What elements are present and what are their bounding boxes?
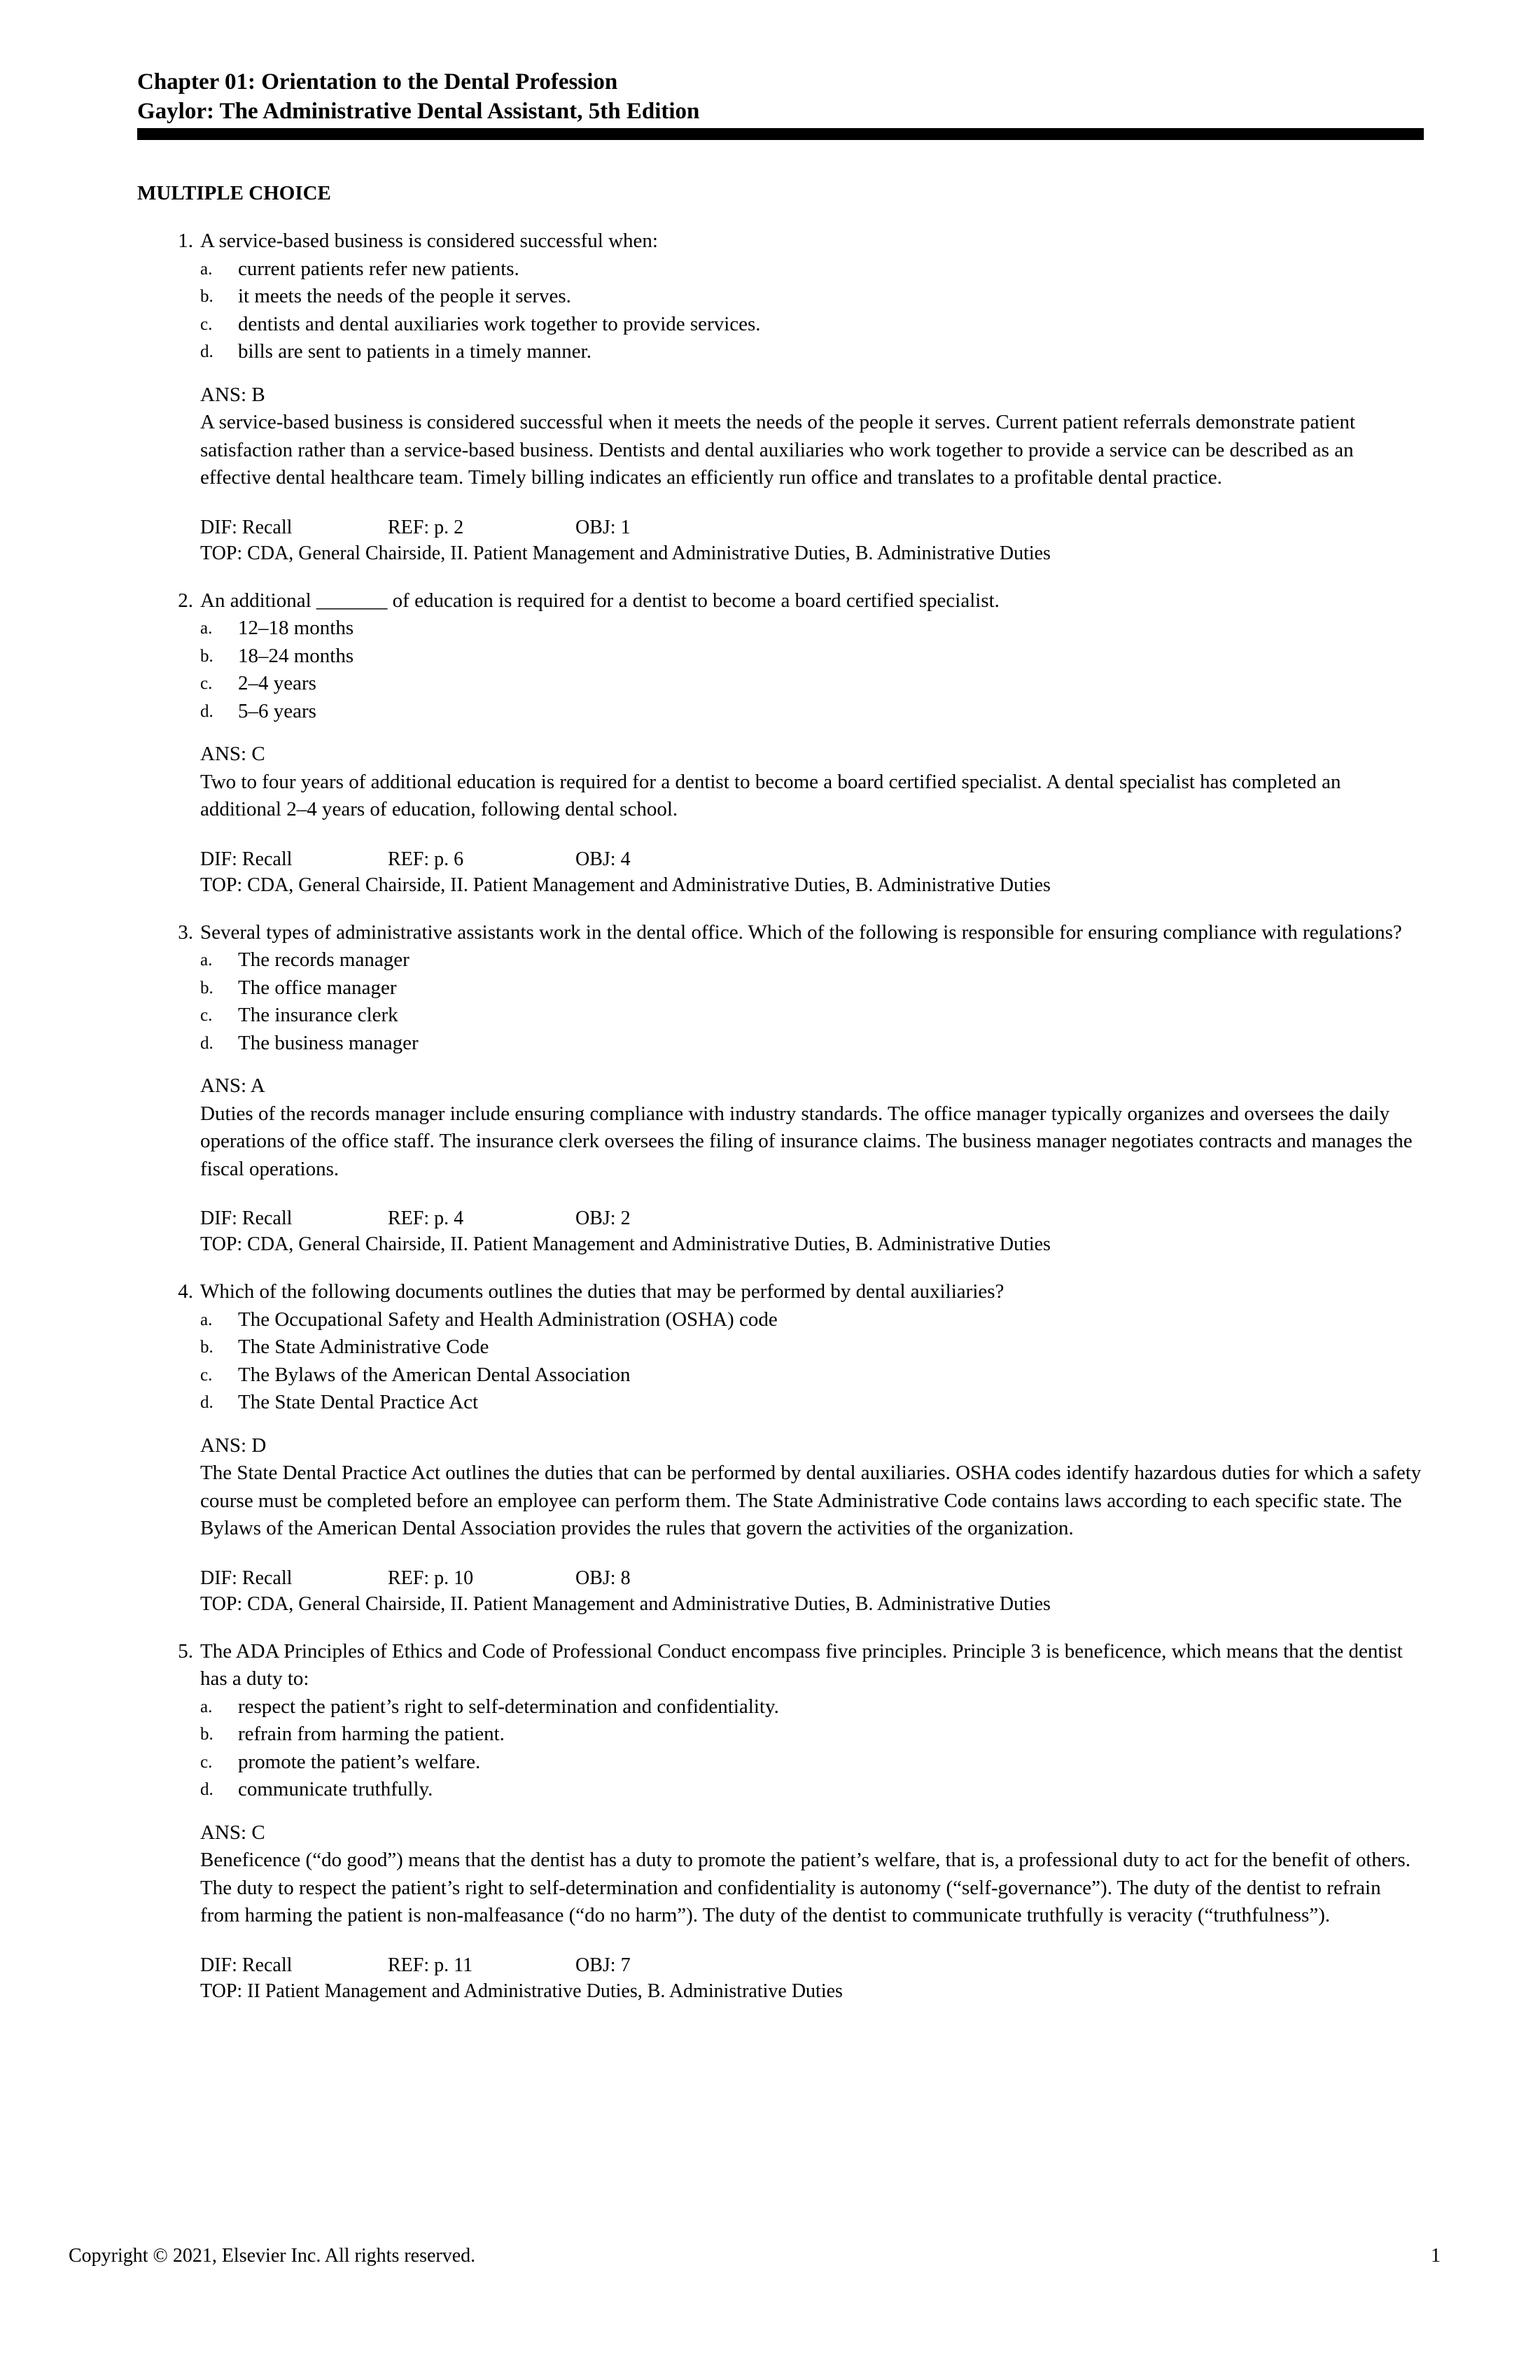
topic: TOP: II Patient Management and Administrative Duties, B. Administrative Duties [200, 1980, 843, 2002]
topic: TOP: CDA, General Chairside, II. Patient Management and Administrative Duties, B. Administrative Duties [200, 874, 1051, 896]
option-letter: b. [200, 1725, 214, 1744]
option-a [200, 946, 1424, 974]
difficulty: DIF: Recall [200, 1208, 293, 1229]
option-letter: b. [200, 1338, 214, 1357]
section-title: MULTIPLE CHOICE [137, 182, 331, 204]
header-rule [137, 128, 1424, 140]
option-letter: c. [200, 1006, 213, 1025]
option-b [200, 283, 1424, 311]
option-letter: a. [200, 1310, 213, 1329]
answer-rationale: A service-based business is considered successful when it meets the needs of the people it serves. Current patient referrals demonstrate patient satisfaction rather than a service-based business. Dentists and dental auxiliaries who work together to provide a service can be described as an effective dental healthcare team. Timely billing indicates an efficiently run office and translates to a profitable dental practice. [200, 411, 1356, 489]
objective: OBJ: 7 [575, 1954, 631, 1976]
option-text: 12–18 months [238, 617, 354, 639]
copyright-notice: Copyright © 2021, Elsevier Inc. All rights reserved. [69, 2245, 476, 2267]
option-b [200, 1334, 1424, 1362]
option-letter: a. [200, 1697, 213, 1716]
option-d [200, 1776, 1424, 1804]
answer-options [200, 1306, 1424, 1417]
option-letter: a. [200, 619, 213, 638]
option-text: The State Administrative Code [238, 1336, 489, 1358]
reference: REF: p. 2 [388, 516, 464, 538]
answer-block [200, 741, 1424, 824]
question-number: 2. [178, 589, 193, 612]
chapter-title: Chapter 01: Orientation to the Dental Profession [137, 69, 618, 94]
question-stem: Which of the following documents outlines the duties that may be performed by dental auxiliaries? [200, 1280, 1004, 1303]
answer-options [200, 615, 1424, 725]
book-title: Gaylor: The Administrative Dental Assistant, 5th Edition [137, 99, 700, 124]
option-letter: c. [200, 314, 213, 334]
answer-options [200, 255, 1424, 366]
question-metadata [200, 1565, 1424, 1617]
option-d [200, 698, 1424, 726]
difficulty: DIF: Recall [200, 1954, 293, 1976]
option-text: promote the patient’s welfare. [238, 1750, 481, 1773]
answer-key: ANS: C [200, 1821, 265, 1844]
option-a [200, 1306, 1424, 1334]
question-3 [137, 919, 1424, 1258]
answer-rationale: The State Dental Practice Act outlines the duties that can be performed by dental auxiliaries. OSHA codes identify hazardous duties for which a safety course must be completed before an employee can perform them. The State Administrative Code contains laws according to each specific state. The Bylaws of the American Dental Association provides the rules that govern the activities of the organization. [200, 1462, 1422, 1539]
answer-key: ANS: C [200, 743, 265, 765]
option-text: The business manager [238, 1031, 419, 1054]
option-text: 2–4 years [238, 672, 316, 694]
option-letter: b. [200, 287, 214, 306]
question-stem: Several types of administrative assistants work in the dental office. Which of the following is responsible for ensuring compliance with regulations? [200, 920, 1402, 944]
difficulty: DIF: Recall [200, 1567, 293, 1589]
option-letter: b. [200, 646, 214, 666]
option-text: The office manager [238, 976, 397, 999]
option-text: The State Dental Practice Act [238, 1391, 479, 1413]
option-a [200, 615, 1424, 643]
option-c [200, 1002, 1424, 1030]
option-letter: d. [200, 1780, 214, 1799]
question-1 [137, 227, 1424, 566]
answer-options [200, 1693, 1424, 1804]
option-letter: a. [200, 951, 213, 969]
objective: OBJ: 2 [575, 1208, 631, 1229]
option-letter: c. [200, 1752, 213, 1772]
option-c [200, 670, 1424, 698]
option-letter: d. [200, 1033, 214, 1053]
answer-key: ANS: A [200, 1074, 265, 1097]
page-number: 1 [1431, 2245, 1441, 2267]
option-c [200, 1362, 1424, 1390]
reference: REF: p. 6 [388, 848, 464, 870]
option-text: bills are sent to patients in a timely manner. [238, 340, 592, 363]
question-number: 4. [178, 1280, 193, 1303]
option-text: 18–24 months [238, 644, 354, 667]
option-c [200, 1749, 1424, 1777]
topic: TOP: CDA, General Chairside, II. Patient Management and Administrative Duties, B. Administrative Duties [200, 1233, 1051, 1255]
answer-block [200, 382, 1424, 492]
option-text: dentists and dental auxiliaries work together to provide services. [238, 312, 761, 335]
option-text: current patients refer new patients. [238, 257, 519, 280]
option-d [200, 1030, 1424, 1058]
answer-block [200, 1819, 1424, 1930]
objective: OBJ: 4 [575, 848, 631, 870]
option-d [200, 1389, 1424, 1417]
answer-rationale: Two to four years of additional education is required for a dentist to become a board certified specialist. A dental specialist has completed an additional 2–4 years of education, following dental school. [200, 770, 1341, 820]
question-metadata [200, 1205, 1424, 1257]
option-text: communicate truthfully. [238, 1778, 433, 1800]
topic: TOP: CDA, General Chairside, II. Patient Management and Administrative Duties, B. Administrative Duties [200, 1592, 1051, 1615]
answer-rationale: Beneficence (“do good”) means that the dentist has a duty to promote the patient’s welfare, that is, a professional duty to act for the benefit of others. The duty to respect the patient’s right to self-determination and confidentiality is autonomy (“self-governance”). The duty of the dentist to refrain from harming the patient is non-malfeasance (“do no harm”). The duty of the dentist to communicate truthfully is veracity (“truthfulness”). [200, 1849, 1410, 1926]
option-b [200, 974, 1424, 1002]
option-text: it meets the needs of the people it serves. [238, 285, 571, 307]
reference: REF: p. 4 [388, 1208, 464, 1229]
question-number: 1. [178, 230, 193, 252]
answer-block [200, 1432, 1424, 1543]
option-a [200, 255, 1424, 284]
question-stem: The ADA Principles of Ethics and Code of Professional Conduct encompass five principles. Principle 3 is beneficence, which means that the dentist has a duty to: [200, 1639, 1403, 1690]
answer-key: ANS: D [200, 1434, 267, 1457]
question-metadata [200, 1952, 1424, 2004]
question-number: 5. [178, 1639, 193, 1662]
option-b [200, 1721, 1424, 1749]
page-header [137, 67, 1424, 126]
option-text: refrain from harming the patient. [238, 1723, 505, 1745]
answer-rationale: Duties of the records manager include ensuring compliance with industry standards. The office manager typically organizes and oversees the daily operations of the office staff. The insurance clerk oversees the filing of insurance claims. The business manager negotiates contracts and manages the fiscal operations. [200, 1102, 1413, 1180]
option-text: respect the patient’s right to self-determination and confidentiality. [238, 1695, 779, 1718]
option-letter: d. [200, 1393, 214, 1412]
option-text: The records manager [238, 948, 410, 971]
question-metadata [200, 846, 1424, 898]
answer-options [200, 946, 1424, 1057]
question-metadata [200, 514, 1424, 566]
option-letter: c. [200, 674, 213, 693]
answer-key: ANS: B [200, 383, 265, 406]
option-text: The Occupational Safety and Health Administration (OSHA) code [238, 1308, 778, 1331]
option-text: 5–6 years [238, 699, 316, 722]
option-a [200, 1693, 1424, 1721]
option-letter: a. [200, 259, 213, 279]
option-letter: b. [200, 978, 214, 997]
option-d [200, 338, 1424, 366]
difficulty: DIF: Recall [200, 516, 293, 538]
question-5 [137, 1638, 1424, 2004]
question-4 [137, 1278, 1424, 1617]
answer-block [200, 1072, 1424, 1183]
difficulty: DIF: Recall [200, 848, 293, 870]
objective: OBJ: 1 [575, 516, 631, 538]
option-letter: d. [200, 342, 214, 361]
option-text: The Bylaws of the American Dental Association [238, 1363, 631, 1386]
topic: TOP: CDA, General Chairside, II. Patient Management and Administrative Duties, B. Administrative Duties [200, 542, 1051, 564]
option-c [200, 311, 1424, 339]
question-number: 3. [178, 920, 193, 944]
option-letter: c. [200, 1365, 213, 1385]
objective: OBJ: 8 [575, 1567, 631, 1589]
reference: REF: p. 11 [388, 1954, 473, 1976]
reference: REF: p. 10 [388, 1567, 474, 1589]
question-list [137, 227, 1424, 2025]
option-text: The insurance clerk [238, 1004, 398, 1026]
question-stem: A service-based business is considered successful when: [200, 230, 658, 252]
option-b [200, 643, 1424, 671]
question-stem: An additional _______ of education is required for a dentist to become a board certified specialist. [200, 589, 1000, 612]
option-letter: d. [200, 701, 214, 721]
question-2 [137, 587, 1424, 898]
